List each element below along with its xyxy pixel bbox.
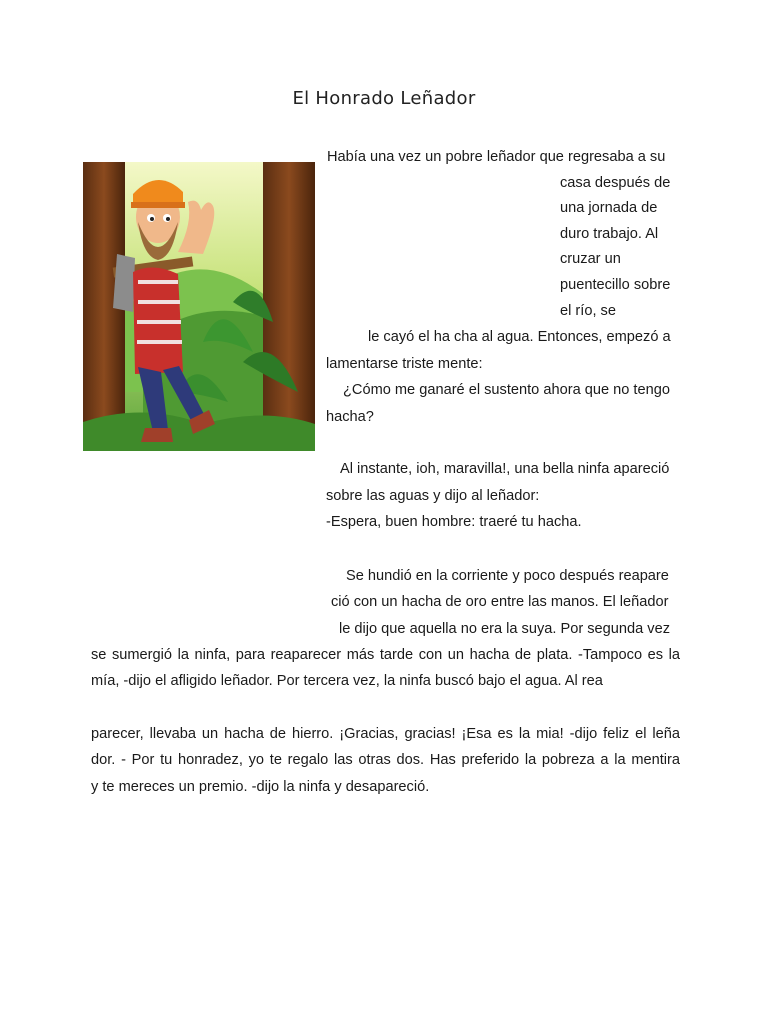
page-title: El Honrado Leñador <box>292 88 476 109</box>
text-line: y te mereces un premio. -dijo la ninfa y desapareció. <box>91 779 430 795</box>
text-line: mía, -dijo el afligido leñador. Por tercera vez, la ninfa buscó bajo el agua. Al rea <box>91 673 603 689</box>
text-line: lamentarse triste mente: <box>326 356 483 372</box>
text-line: casa después de <box>560 175 671 191</box>
text-line: sobre las aguas y dijo al leñador: <box>326 488 540 504</box>
text-line: dor. - Por tu honradez, yo te regalo las otras dos. Has preferido la pobreza a la mentira <box>91 752 680 768</box>
text-line: una jornada de <box>560 200 658 216</box>
text-line: cruzar un <box>560 251 621 267</box>
text-line: Había una vez un pobre leñador que regresaba a su <box>327 149 666 165</box>
text-line: le dijo que aquella no era la suya. Por segunda vez <box>339 621 671 637</box>
text-line: ¿Cómo me ganaré el sustento ahora que no tengo <box>343 382 670 398</box>
text-line: el río, se <box>560 303 616 319</box>
text-line: ció con un hacha de oro entre las manos. El leñador <box>331 594 669 610</box>
text-line: puentecillo sobre <box>560 277 671 293</box>
text-line: le cayó el ha cha al agua. Entonces, empezó a <box>368 329 671 345</box>
text-line: -Espera, buen hombre: traeré tu hacha. <box>326 514 582 530</box>
text-line: duro trabajo. Al <box>560 226 659 242</box>
text-line: Al instante, ioh, maravilla!, una bella ninfa apareció <box>340 461 670 477</box>
text-line: Se hundió en la corriente y poco después reapare <box>346 568 669 584</box>
text-line: hacha? <box>326 409 374 425</box>
woodcutter-illustration <box>83 162 315 451</box>
text-line: se sumergió la ninfa, para reaparecer más tarde con un hacha de plata. -Tampoco es la <box>91 647 680 663</box>
text-line: parecer, llevaba un hacha de hierro. ¡Gracias, gracias! ¡Esa es la mia! -dijo feliz el leña <box>91 726 680 742</box>
